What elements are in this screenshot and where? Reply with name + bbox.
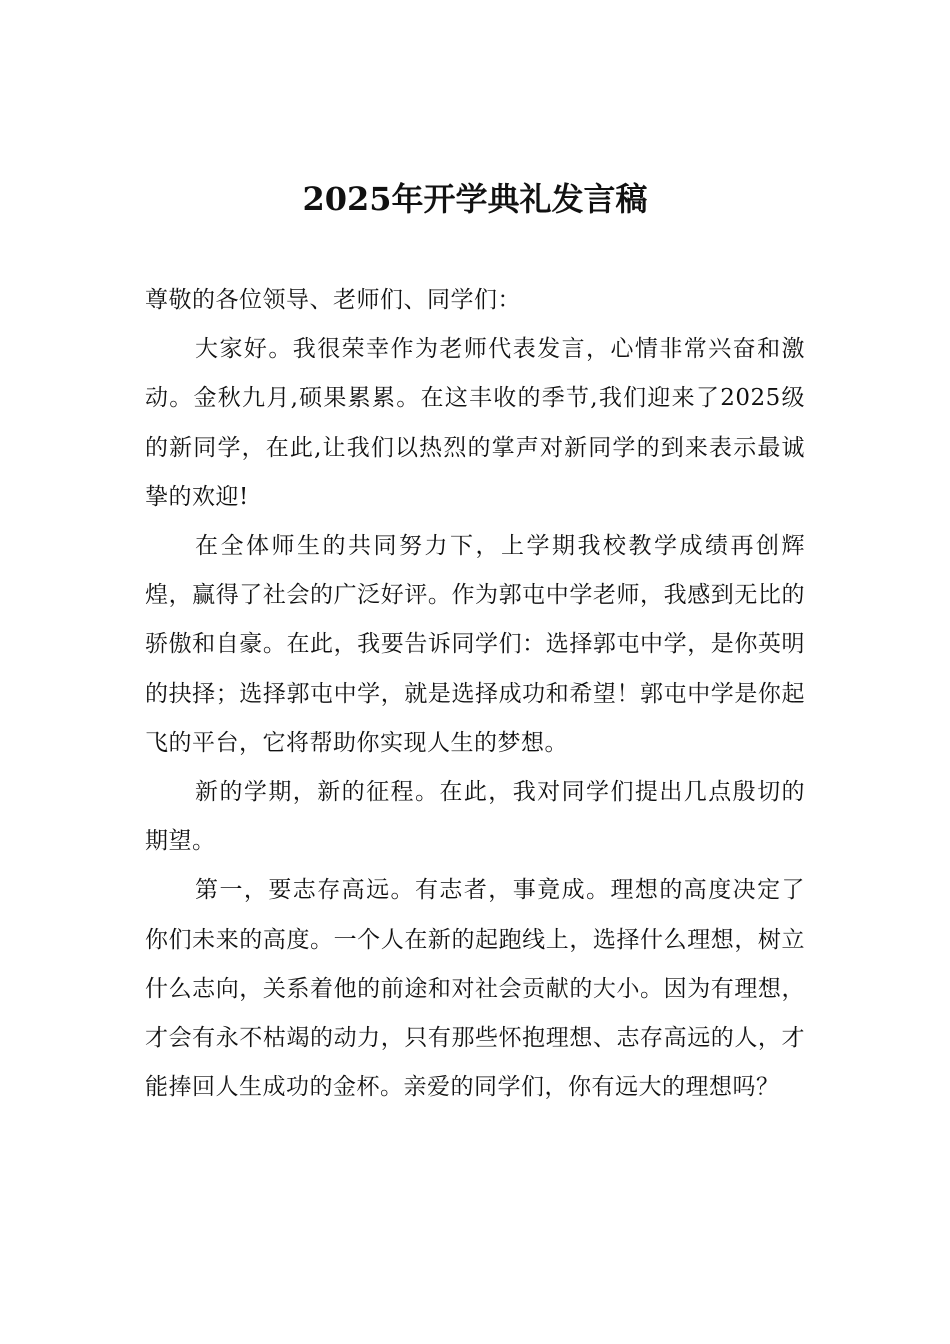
- paragraph: 第一，要志存高远。有志者，事竟成。理想的高度决定了你们未来的高度。一个人在新的起跑线上，选择什么理想，树立什么志向，关系着他的前途和对社会贡献的大小。因为有理想，才会有永不枯竭的动力，只有那些怀抱理想、志存高远的人，才能捧回人生成功的金杯。亲爱的同学们，你有远大的理想吗？: [145, 877, 805, 1101]
- document-body: [145, 276, 805, 1112]
- paragraph: 新的学期，新的征程。在此，我对同学们提出几点殷切的期望。: [145, 779, 805, 855]
- document-title: 2025年开学典礼发言稿: [302, 180, 648, 218]
- paragraph: 大家好。我很荣幸作为老师代表发言，心情非常兴奋和激动。金秋九月,硕果累累。在这丰收的季节,我们迎来了2025级的新同学，在此,让我们以热烈的掌声对新同学的到来表示最诚挚的欢迎!: [145, 336, 805, 510]
- paragraph: 在全体师生的共同努力下，上学期我校教学成绩再创辉煌，赢得了社会的广泛好评。作为郭屯中学老师，我感到无比的骄傲和自豪。在此，我要告诉同学们：选择郭屯中学，是你英明的抉择；选择郭屯中学，就是选择成功和希望！郭屯中学是你起飞的平台，它将帮助你实现人生的梦想。: [145, 533, 805, 756]
- salutation: 尊敬的各位领导、老师们、同学们：: [145, 287, 521, 313]
